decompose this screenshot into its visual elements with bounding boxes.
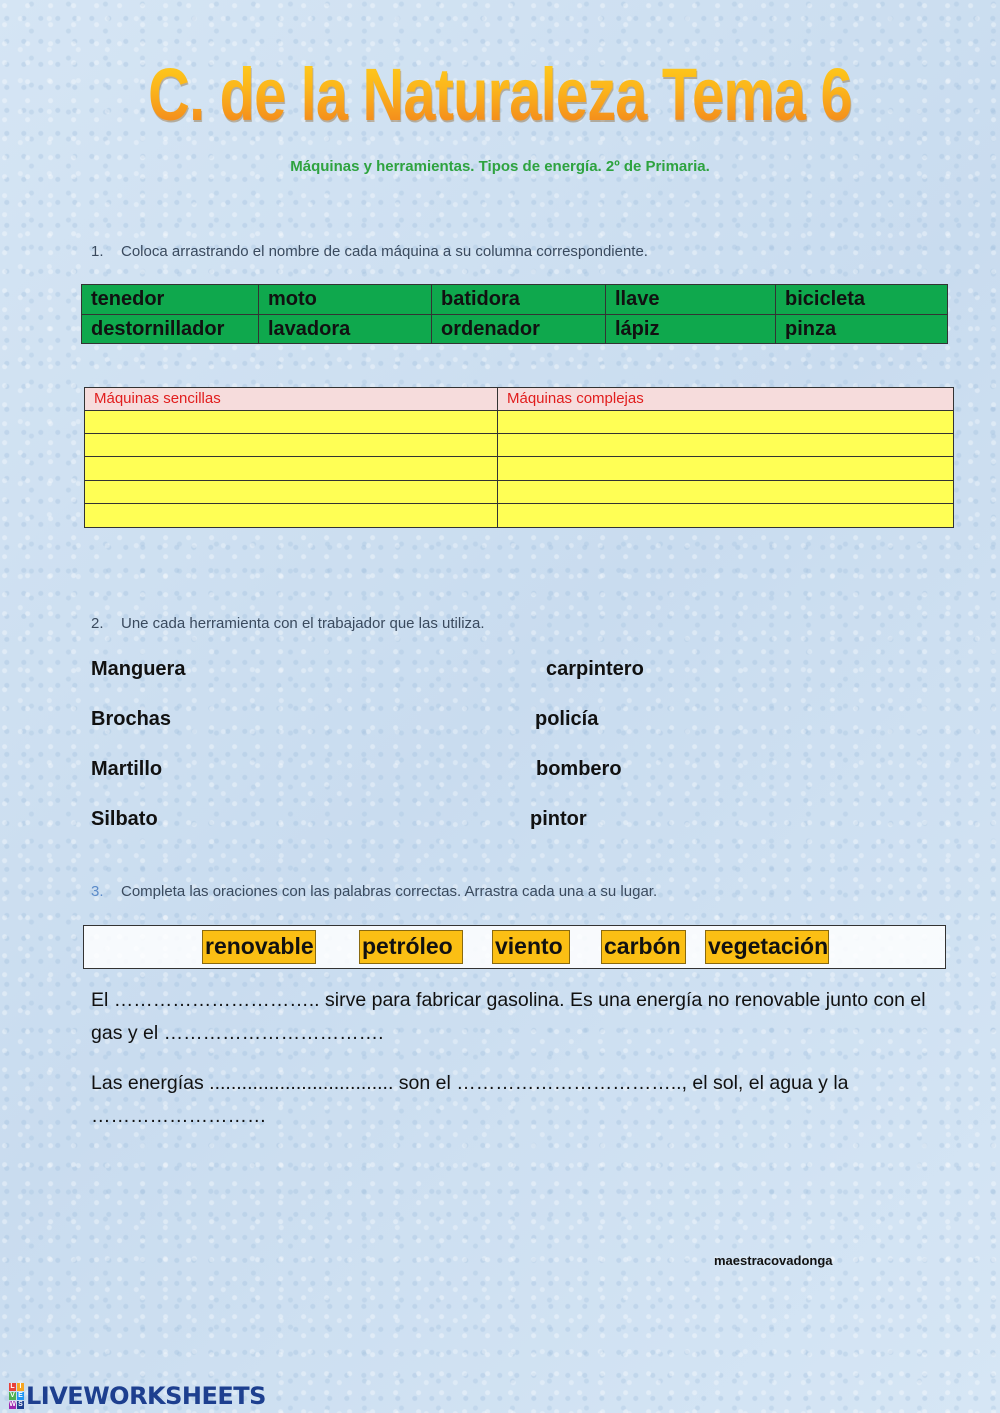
liveworksheets-logo[interactable] [9,1381,266,1411]
drag-word[interactable]: lavadora [259,315,432,344]
drag-word[interactable]: llave [606,285,776,315]
drop-zone-complex[interactable] [498,434,953,457]
machine-word-bank [81,284,948,344]
drag-chip[interactable]: vegetación [705,930,829,964]
instruction-number: 2. [91,615,104,632]
worksheet-title: C. de la Naturaleza Tema 6 [110,52,890,137]
sentence-2: Las energías .................................. son el …………………………….., el sol, el agua y la ……………………… [91,1072,849,1127]
logo-mark-icon: L I V E W S [9,1382,23,1409]
tool-item[interactable]: Martillo [91,758,163,780]
drag-word[interactable]: moto [259,285,432,315]
sentence-1: El ………………………….. sirve para fabricar gasolina. Es una energía no renovable junto con el gas y el ……………………………. [91,989,926,1044]
instruction-1 [91,243,648,260]
drag-word[interactable]: tenedor [82,285,259,315]
tool-item[interactable]: Silbato [91,808,158,830]
column-header-simple: Máquinas sencillas [85,388,498,411]
drag-chip[interactable]: renovable [202,930,316,964]
logo-text: LIVEWORKSHEETS [26,1382,266,1410]
instruction-3 [91,883,657,900]
drag-word[interactable]: bicicleta [776,285,947,315]
instruction-text: Coloca arrastrando el nombre de cada máquina a su columna correspondiente. [121,243,648,260]
instruction-text: Completa las oraciones con las palabras correctas. Arrastra cada una a su lugar. [121,883,658,900]
instruction-2 [91,615,485,632]
tool-item[interactable]: Brochas [91,708,172,730]
drag-word[interactable]: ordenador [432,315,606,344]
classification-table [84,387,954,528]
author-credit: maestracovadonga [714,1253,833,1268]
drag-chip[interactable]: petróleo [359,930,463,964]
drop-zone-simple[interactable] [85,434,498,457]
drag-word[interactable]: batidora [432,285,606,315]
worker-item[interactable]: carpintero [546,658,644,680]
drop-zone-complex[interactable] [498,504,953,527]
drop-zone-complex[interactable] [498,411,953,434]
drop-zone-simple[interactable] [85,504,498,527]
instruction-text: Une cada herramienta con el trabajador que las utiliza. [121,615,485,632]
column-header-complex: Máquinas complejas [498,388,953,411]
energy-word-bank [83,925,946,969]
worker-item[interactable]: bombero [536,758,622,780]
drag-chip[interactable]: viento [492,930,570,964]
drop-zone-simple[interactable] [85,457,498,480]
instruction-number: 3. [91,883,104,900]
drag-word[interactable]: lápiz [606,315,776,344]
drop-zone-complex[interactable] [498,457,953,480]
drag-word[interactable]: pinza [785,318,837,340]
drop-zone-complex[interactable] [498,481,953,504]
worksheet-subtitle: Máquinas y herramientas. Tipos de energía. 2º de Primaria. [290,158,710,175]
tool-item[interactable]: Manguera [91,658,186,680]
drag-chip[interactable]: carbón [601,930,686,964]
drop-zone-simple[interactable] [85,411,498,434]
drag-word[interactable]: destornillador [82,315,259,344]
worker-item[interactable]: pintor [530,808,587,830]
instruction-number: 1. [91,243,104,260]
drop-zone-simple[interactable] [85,481,498,504]
worker-item[interactable]: policía [535,708,599,730]
